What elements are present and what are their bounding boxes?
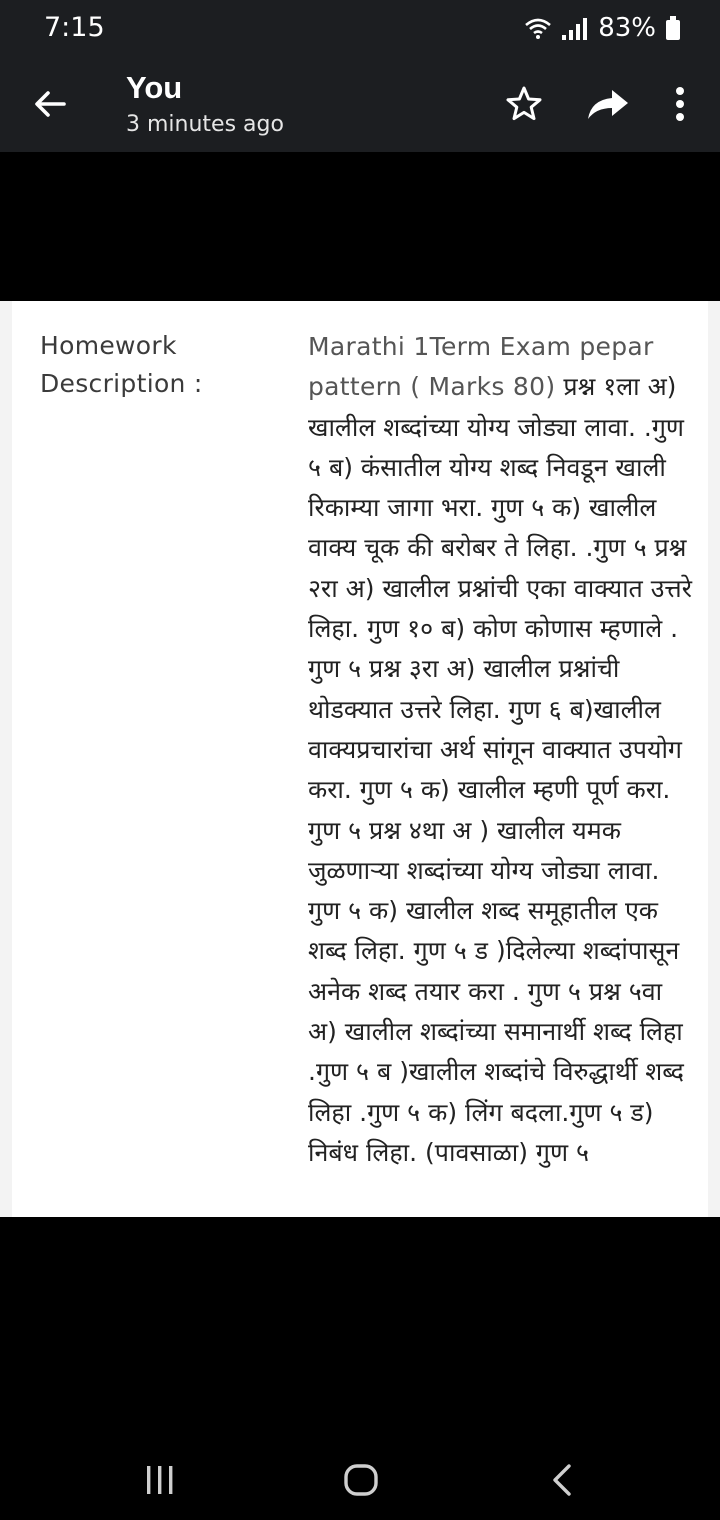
status-time: 7:15 (44, 12, 105, 43)
star-icon[interactable] (504, 84, 544, 124)
page-subtitle: 3 minutes ago (126, 112, 284, 137)
description-latin: Marathi 1Term Exam pepar pattern ( Marks 80) (308, 332, 654, 402)
wifi-icon (524, 16, 552, 40)
home-icon[interactable] (344, 1464, 378, 1496)
document-card (12, 301, 708, 1217)
nav-back-icon[interactable] (550, 1464, 574, 1496)
description-marathi: प्रश्न १ला अ) खालील शब्दांच्या योग्य जोड्या लावा. .गुण ५ ब) कंसातील योग्य शब्द निवडून खाली रिकाम्या जागा भरा. गुण ५ क) खालील वाक्य चूक की बरोबर ते लिहा. .गुण ५ प्रश्न २रा अ) खालील प्रश्नांची एका वाक्यात उत्तरे लिहा. गुण १० ब) कोण कोणास म्हणाले . गुण ५ प्रश्न ३रा अ) खालील प्रश्नांची थोडक्यात उत्तरे लिहा. गुण ६ ब)खालील वाक्यप्रचारांचा अर्थ सांगून वाक्यात उपयोग करा. गुण ५ क) खालील म्हणी पूर्ण करा. गुण ५ प्रश्न ४था अ ) खालील यमक जुळणाऱ्या शब्दांच्या योग्य जोड्या लावा. गुण ५ क) खालील शब्द समूहातील एक शब्द लिहा. गुण ५ ड )दिलेल्या शब्दांपासून अनेक शब्द तयार करा . गुण ५ प्रश्न ५वा अ) खालील शब्दांच्या समानार्थी शब्द लिहा .गुण ५ ब )खालील शब्दांचे विरुद्धार्थी शब्द लिहा .गुण ५ क) लिंग बदला.गुण ५ ड) निबंध लिहा. (पावसाळा) गुण ५ (308, 372, 692, 1167)
back-arrow-icon[interactable] (30, 84, 70, 124)
status-bar (0, 0, 720, 56)
battery-percent: 83% (598, 13, 656, 43)
share-icon[interactable] (586, 86, 630, 122)
more-vert-icon[interactable] (670, 84, 690, 124)
status-icons (524, 12, 680, 44)
app-bar (0, 56, 720, 152)
recents-icon[interactable] (146, 1466, 174, 1494)
homework-description (308, 327, 692, 1173)
battery-icon (666, 16, 680, 40)
document-image[interactable] (0, 301, 720, 1217)
signal-icon (562, 16, 588, 40)
homework-label: Homework Description : (40, 331, 203, 398)
page-title: You (126, 70, 183, 105)
nav-bar (0, 1430, 720, 1520)
title-block (126, 70, 284, 137)
